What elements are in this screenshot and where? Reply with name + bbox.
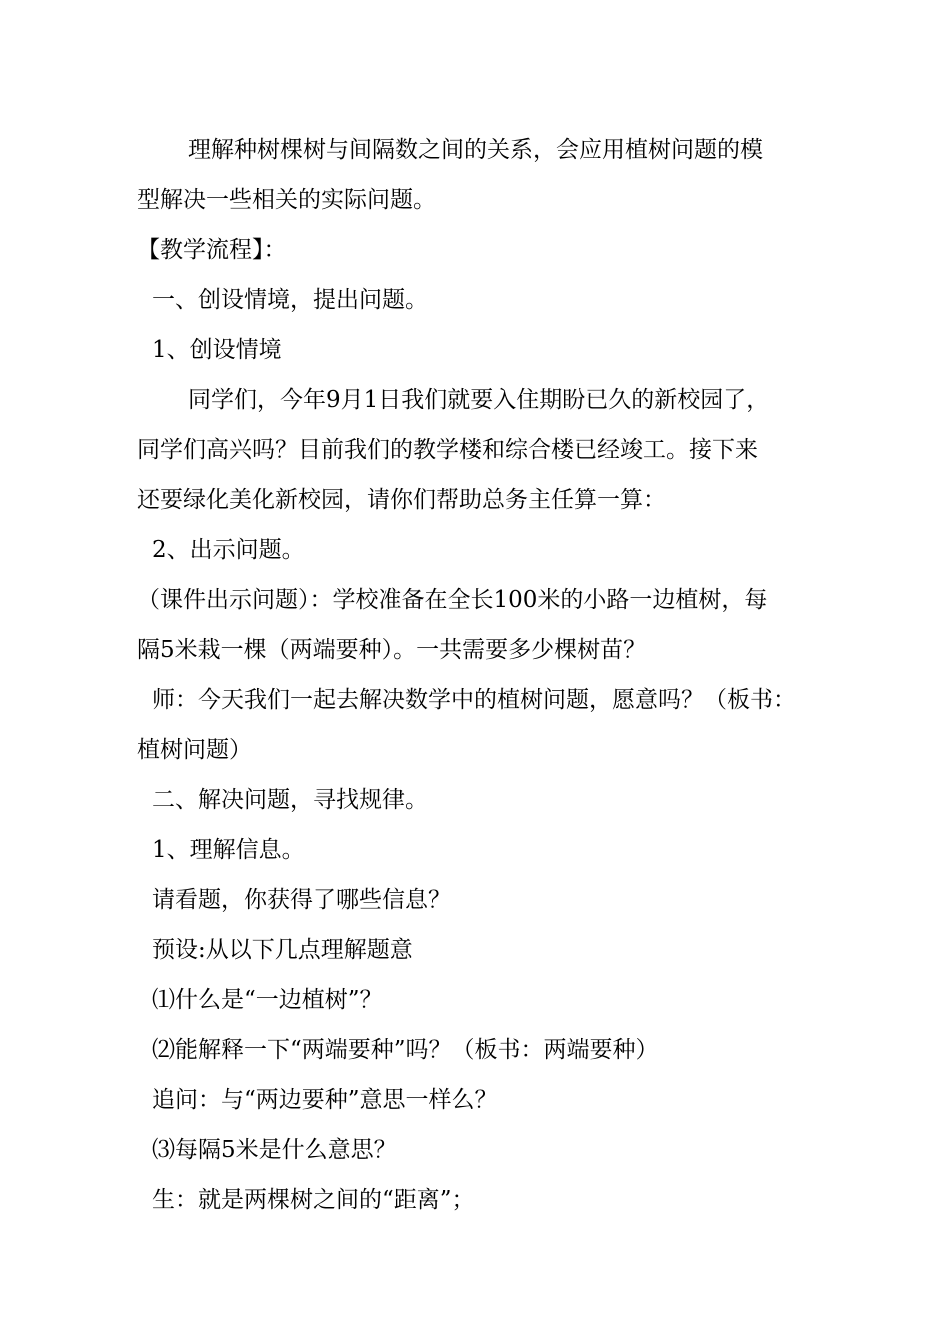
paragraph-line: 隔5米栽一棵（两端要种）。一共需要多少棵树苗？ (137, 637, 647, 663)
section-heading: 【教学流程】： (137, 237, 287, 263)
paragraph-line: 师：今天我们一起去解决数学中的植树问题，愿意吗？（板书： (152, 687, 796, 713)
paragraph-line: 植树问题） (137, 737, 252, 763)
list-item: ⑶每隔5米是什么意思？ (152, 1137, 397, 1163)
list-item: ⑴什么是“一边植树”？ (152, 987, 383, 1013)
paragraph-line: （课件出示问题）：学校准备在全长100米的小路一边植树，每 (137, 587, 768, 613)
paragraph-line: 还要绿化美化新校园，请你们帮助总务主任算一算： (137, 487, 666, 513)
section-heading: 一、创设情境，提出问题。 (152, 287, 428, 313)
subsection-heading: 2、出示问题。 (152, 537, 305, 563)
paragraph-line: 预设:从以下几点理解题意 (152, 937, 413, 963)
paragraph-line: 型解决一些相关的实际问题。 (137, 187, 436, 213)
subsection-heading: 1、理解信息。 (152, 837, 305, 863)
paragraph-line: 理解种树棵树与间隔数之间的关系，会应用植树问题的模 (188, 137, 763, 163)
paragraph-line: 生：就是两棵树之间的“距离”； (152, 1187, 475, 1213)
paragraph-line: 同学们，今年9月1日我们就要入住期盼已久的新校园了， (188, 387, 770, 413)
paragraph-line: 请看题，你获得了哪些信息？ (152, 887, 451, 913)
section-heading: 二、解决问题，寻找规律。 (152, 787, 428, 813)
paragraph-line: 追问：与“两边要种”意思一样么？ (152, 1087, 498, 1113)
list-item: ⑵能解释一下“两端要种”吗？（板书：两端要种） (152, 1037, 659, 1063)
paragraph-line: 同学们高兴吗？目前我们的教学楼和综合楼已经竣工。接下来 (137, 437, 758, 463)
subsection-heading: 1、创设情境 (152, 337, 282, 363)
